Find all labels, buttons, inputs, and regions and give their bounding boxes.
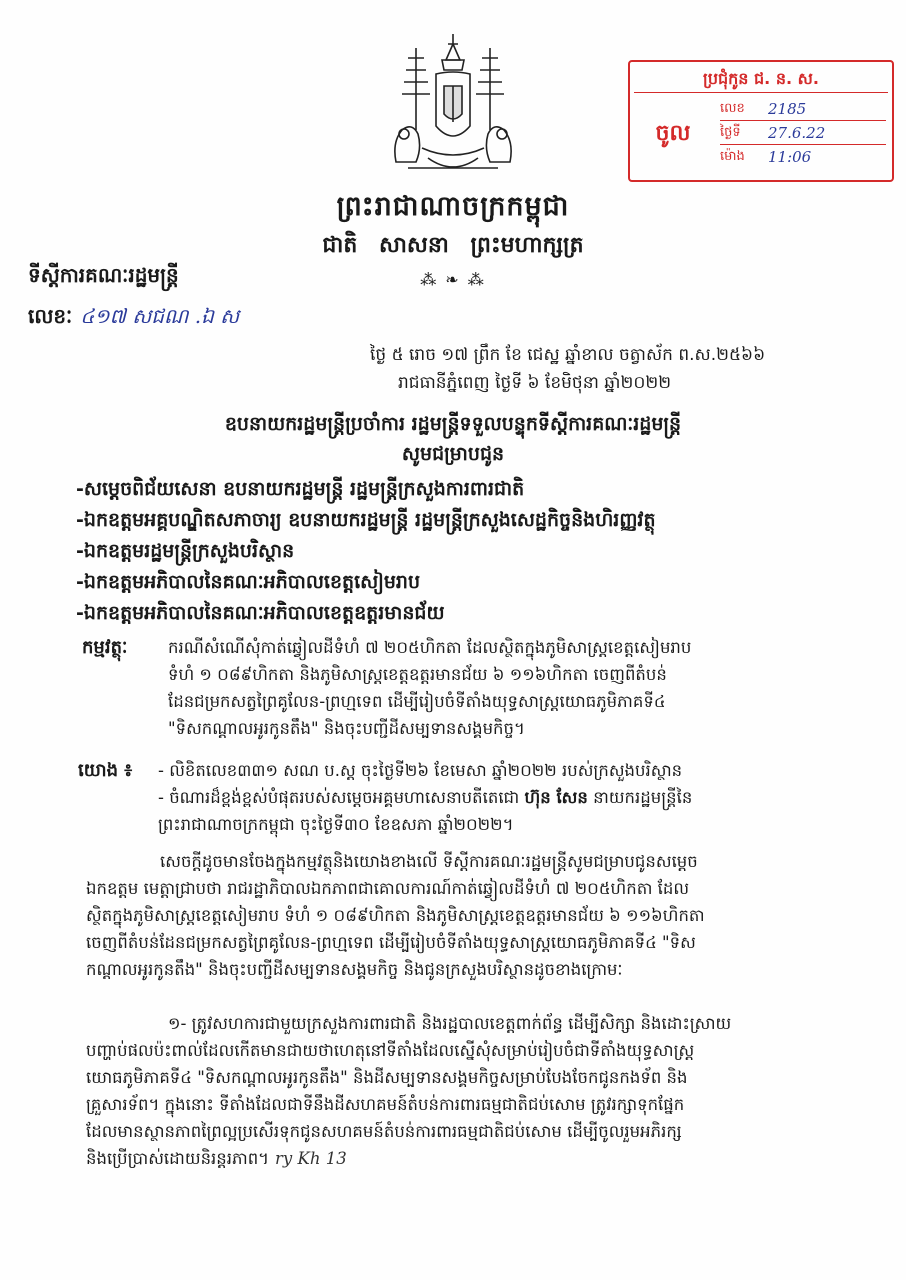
stamp-row-time: [720, 146, 886, 168]
body-line: ចេញពីតំបន់ដែនជម្រកសត្វព្រៃគូលែន-ព្រហ្មទេព ដើម្បីរៀបចំទីតាំងយុទ្ធសាស្ត្រយោធភូមិភាគទី៤ "ទិស: [86, 933, 696, 952]
royal-emblem-icon: [378, 30, 528, 180]
prime-minister-name: ហ៊ុន សែន: [524, 788, 588, 807]
subject-line: ករណីសំណើសុំកាត់ឆ្វៀលដីទំហំ ៧ ២០៥ហិកតា ដែលស្ថិតក្នុងភូមិសាស្ត្រខេត្តសៀមរាប: [168, 638, 692, 657]
reference-number-label: លេខៈ: [28, 304, 73, 328]
issuing-office: ទីស្តីការគណៈរដ្ឋមន្ត្រី: [28, 263, 179, 287]
item-1-line: ដែលមានស្ថានភាពព្រៃល្អប្រសើរទុកជូនសហគមន៍តំបន់ការពារធម្មជាតិជប់សោម ដើម្បីចូលរួមអភិរក្ស: [86, 1122, 682, 1141]
reference-text: [158, 757, 858, 838]
reference-number: [28, 303, 239, 333]
national-motto: ជាតិ សាសនា ព្រះមហាក្សត្រ: [322, 233, 584, 258]
body-line: ឯកឧត្តម មេត្តាជ្រាបថា រាជរដ្ឋាភិបាលឯកភាពជាគោលការណ៍កាត់ឆ្វៀលដីទំហំ ៧ ២០៥ហិកតា ដែល: [86, 879, 690, 898]
salutation: សូមជម្រាបជូន: [401, 443, 505, 465]
reference-number-value: ៤១៧ សជណ .ឯ ស: [80, 304, 240, 328]
reference-line-part: នាយករដ្ឋមន្ត្រីនៃ: [587, 788, 693, 807]
recipient-item: -ឯកឧត្តមអភិបាលនៃគណៈអភិបាលខេត្តឧត្តរមានជ័យ: [76, 602, 445, 624]
reference-label: យោង ៖: [78, 760, 133, 781]
reference-line: ព្រះរាជាណាចក្រកម្ពុជា ចុះថ្ងៃទី៣០ ខែឧសភា ឆ្នាំ២០២២។: [158, 815, 514, 834]
item-1-last-text: និងប្រើប្រាស់ដោយនិរន្តរភាព។: [86, 1149, 270, 1168]
item-1-line: បញ្ហាប់ផលប៉ះពាល់ដែលកើតមានជាយថាហេតុនៅទីតាំងដែលស្នើសុំសម្រាប់រៀបចំជាទីតាំងយុទ្ធសាស្ត្រ: [86, 1041, 695, 1060]
subject-line: ទំហំ ១ ០៨៩ហិកតា និងភូមិសាស្ត្រខេត្តឧត្តរមានជ័យ ៦ ១១៦ហិកតា ចេញពីតំបន់: [168, 665, 667, 684]
body-line: ស្ថិតក្នុងភូមិសាស្ត្រខេត្តសៀមរាប ទំហំ ១ ០៨៩ហិកតា និងភូមិសាស្ត្រខេត្តឧត្តរមានជ័យ ៦ ១១៦ហិកតា: [86, 906, 705, 925]
subject-line: "ទិសកណ្តាលអូរកូនតឹង" និងចុះបញ្ជីដីសម្បទានសង្គមកិច្ច។: [168, 719, 525, 738]
body-paragraph-first-line: សេចក្តីដូចមានចែងក្នុងកម្មវត្ថុនិងយោងខាងលើ ទីស្តីការគណៈរដ្ឋមន្ត្រីសូមជម្រាបជូនសម្តេច: [160, 852, 698, 871]
recipient-item: -ឯកឧត្តមអគ្គបណ្ឌិតសភាចារ្យ ឧបនាយករដ្ឋមន្ត្រី រដ្ឋមន្ត្រីក្រសួងសេដ្ឋកិច្ចនិងហិរញ្ញវត្ថុ: [76, 509, 656, 531]
stamp-number-label: លេខ: [720, 100, 745, 116]
solar-date: រាជធានីភ្នំពេញ ថ្ងៃទី ៦ ខែមិថុនា ឆ្នាំ២០២២: [398, 373, 672, 393]
stamp-time-value: 11:06: [768, 148, 812, 166]
reference-line: [158, 784, 858, 811]
item-1-line: [86, 1145, 860, 1172]
stamp-title: ប្រជុំកូន ជ. ន. ស.: [634, 66, 888, 93]
stamp-date-label: ថ្ងៃទី: [720, 124, 741, 140]
stamp-number-value: 2185: [768, 100, 807, 118]
stamp-row-number: [720, 98, 886, 121]
stamp-date-value: 27.6.22: [768, 124, 826, 142]
reference-line-part: - ចំណារដ៏ខ្ពង់ខ្ពស់បំផុតរបស់សម្តេចអគ្គមហាសេនាបតីតេជោ: [158, 788, 525, 807]
stamp-time-label: ម៉ោង: [720, 148, 745, 164]
body-paragraph: [86, 875, 860, 983]
ornament-divider: ⁂ ❧ ⁂: [420, 270, 486, 289]
recipient-item: -ឯកឧត្តមអភិបាលនៃគណៈអភិបាលខេត្តសៀមរាប: [76, 571, 421, 593]
handwritten-initials: ry Kh 13: [275, 1149, 347, 1168]
subject-line: ដែនជម្រកសត្វព្រៃគូលែន-ព្រហ្មទេព ដើម្បីរៀបចំទីតាំងយុទ្ធសាស្ត្រយោធភូមិភាគទី៤: [168, 692, 666, 711]
item-1-line: យោធភូមិភាគទី៤ "ទិសកណ្តាលអូរកូនតឹង" និងដីសម្បទានសង្គមកិច្ចសម្រាប់បែងចែកជូនកងទ័ព និង: [86, 1068, 688, 1087]
reference-line: - លិខិតលេខ៣៣១ សណ ប.ស្ត ចុះថ្ងៃទី២៦ ខែមេសា ឆ្នាំ២០២២ របស់ក្រសួងបរិស្ថាន: [158, 761, 683, 780]
received-stamp: [628, 60, 894, 182]
item-1-first-line: ១- ត្រូវសហការជាមួយក្រសួងការពារជាតិ និងរដ្ឋបាលខេត្តពាក់ព័ន្ធ ដើម្បីសិក្សា និងដោះស្រាយ: [168, 1014, 732, 1033]
item-1-paragraph: [86, 1037, 860, 1172]
subject-label: កម្មវត្ថុៈ: [82, 637, 128, 658]
sender-title: ឧបនាយករដ្ឋមន្ត្រីប្រចាំការ រដ្ឋមន្ត្រីទទួលបន្ទុកទីស្តីការគណៈរដ្ឋមន្ត្រី: [224, 413, 682, 435]
stamp-row-date: [720, 122, 886, 145]
item-1-line: គ្រួសារទ័ព។ ក្នុងនោះ ទីតាំងដែលជាទីនឹងដីសហគមន៍តំបន់ការពារធម្មជាតិជប់សោម ត្រូវរក្សាទុកផ្នែក: [86, 1095, 685, 1114]
kingdom-title: ព្រះរាជាណាចក្រកម្ពុជា: [336, 191, 570, 222]
body-line: កណ្តាលអូរកូនតឹង" និងចុះបញ្ជីដីសម្បទានសង្គមកិច្ច និងជូនក្រសួងបរិស្ថានដូចខាងក្រោមៈ: [86, 960, 623, 979]
recipient-item: -ឯកឧត្តមរដ្ឋមន្ត្រីក្រសួងបរិស្ថាន: [76, 540, 295, 562]
recipient-list: [76, 474, 656, 629]
subject-text: [168, 634, 858, 742]
stamp-received-label: ចូល: [655, 121, 691, 146]
recipient-item: -សម្តេចពិជ័យសេនា ឧបនាយករដ្ឋមន្ត្រី រដ្ឋមន្ត្រីក្រសួងការពារជាតិ: [76, 478, 525, 500]
lunar-date: ថ្ងៃ ៥ រោច ១៧ ព្រឹក ខែ ជេស្ឋ ឆ្នាំខាល ចត្វាស័ក ព.ស.២៥៦៦: [370, 345, 766, 365]
